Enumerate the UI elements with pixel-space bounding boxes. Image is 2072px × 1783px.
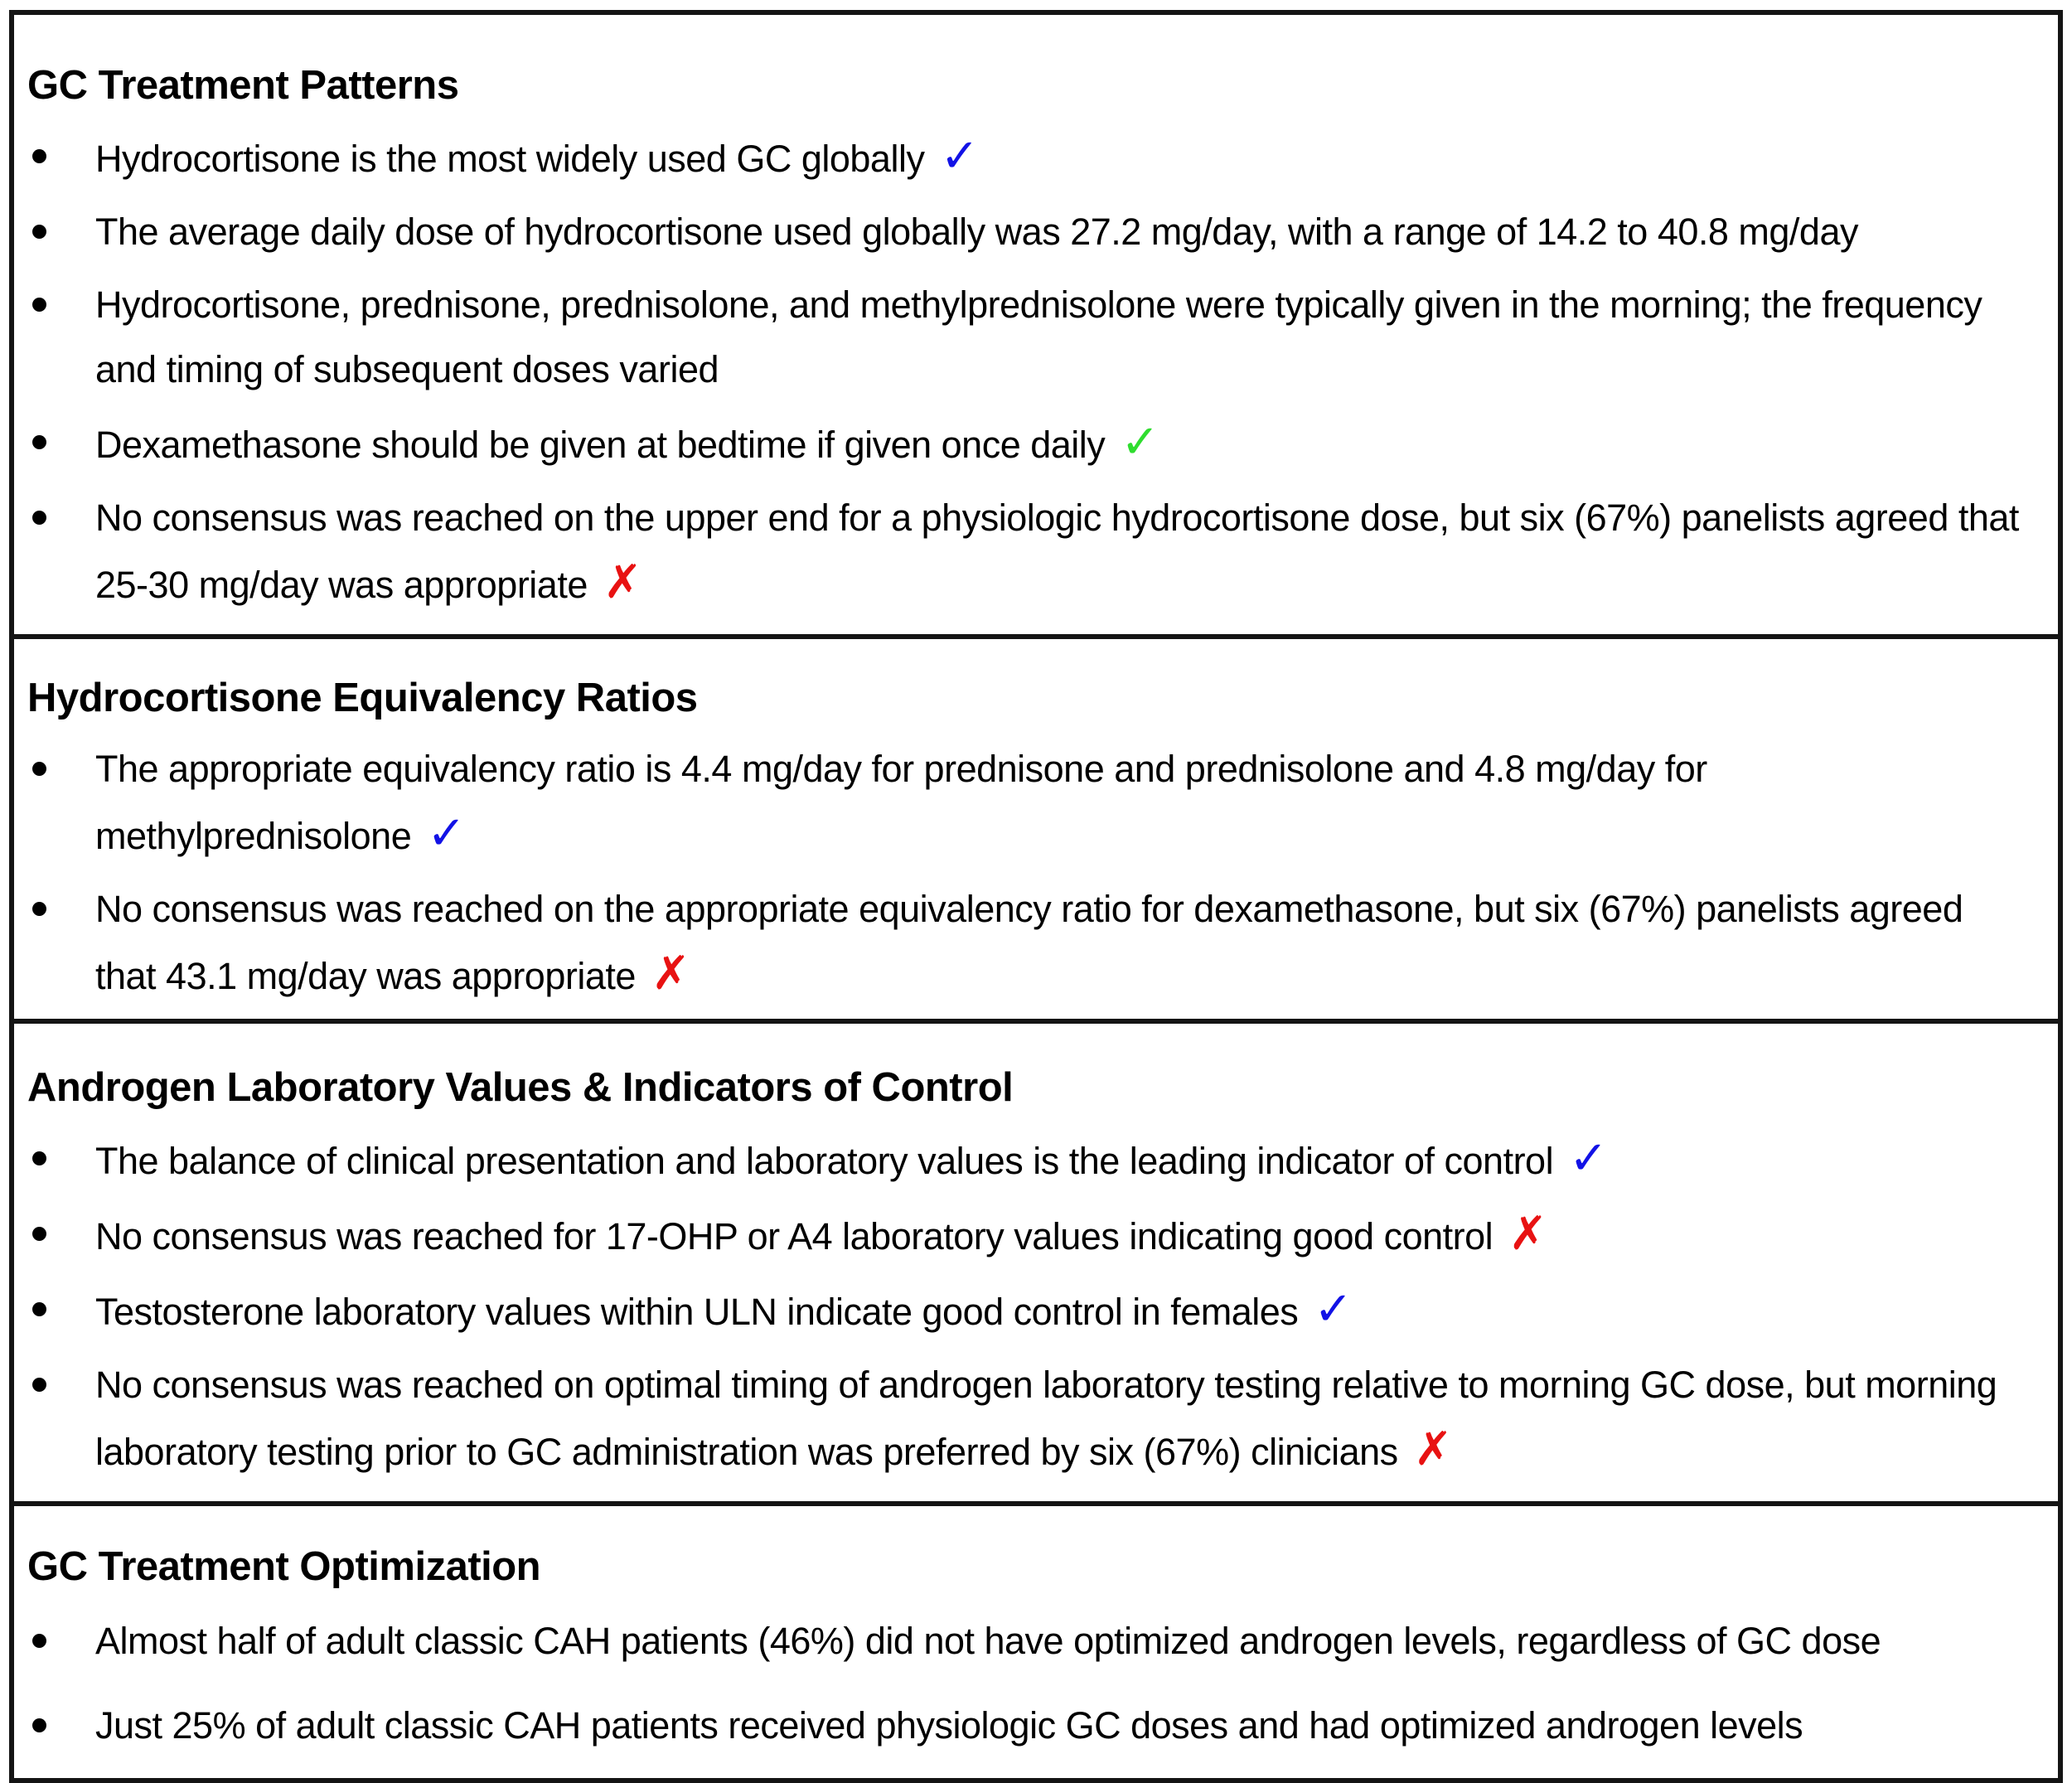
section-title: GC Treatment Optimization bbox=[27, 1544, 541, 1589]
blue-check-icon: ✓ bbox=[924, 129, 979, 183]
bullet-list bbox=[27, 1609, 2033, 1758]
section-title: Androgen Laboratory Values & Indicators of Control bbox=[27, 1065, 1014, 1110]
bullet-dot-icon bbox=[32, 1378, 46, 1392]
bullet-dot-icon bbox=[32, 225, 46, 239]
green-check-icon: ✓ bbox=[1105, 415, 1159, 469]
bullet-text: Dexamethasone should be given at bedtime if given once daily ✓ bbox=[95, 415, 1159, 469]
bullet-dot-icon bbox=[32, 511, 46, 525]
bullet-item bbox=[27, 273, 2033, 402]
bullet-text: Just 25% of adult classic CAH patients received physiologic GC doses and had optimized androgen levels bbox=[95, 1704, 1803, 1747]
consensus-summary-figure bbox=[9, 10, 2063, 1783]
bullet-text: The balance of clinical presentation and laboratory values is the leading indicator of control ✓ bbox=[95, 1131, 1608, 1185]
red-cross-icon: ✗ bbox=[635, 947, 690, 1001]
bullet-item bbox=[27, 1609, 2033, 1674]
bullet-dot-icon bbox=[32, 1302, 46, 1316]
bullet-dot-icon bbox=[32, 298, 46, 312]
bullet-dot-icon bbox=[32, 1227, 46, 1241]
bullet-dot-icon bbox=[32, 1718, 46, 1732]
blue-check-icon: ✓ bbox=[1553, 1131, 1608, 1185]
bullet-item bbox=[27, 200, 2033, 264]
bullet-item bbox=[27, 1202, 2033, 1269]
bullet-text: The average daily dose of hydrocortisone used globally was 27.2 mg/day, with a range of 14.2 to 40.8 mg/day bbox=[95, 211, 1858, 253]
bullet-text: Testosterone laboratory values within ULN indicate good control in females ✓ bbox=[95, 1282, 1353, 1336]
bullet-item bbox=[27, 737, 2033, 869]
bullet-item bbox=[27, 410, 2033, 477]
section-androgen-laboratory-values bbox=[9, 1019, 2063, 1506]
bullet-item bbox=[27, 1693, 2033, 1758]
red-cross-icon: ✗ bbox=[587, 555, 642, 609]
section-gc-treatment-optimization bbox=[9, 1501, 2063, 1783]
bullet-text: No consensus was reached for 17-OHP or A4 laboratory values indicating good control ✗ bbox=[95, 1207, 1547, 1261]
bullet-text: No consensus was reached on the upper end for a physiologic hydrocortisone dose, but six (67%) panelists agreed that 25-30 mg/day was appropriate ✗ bbox=[95, 497, 2019, 609]
section-title: Hydrocortisone Equivalency Ratios bbox=[27, 676, 698, 720]
bullet-text: No consensus was reached on the appropriate equivalency ratio for dexamethasone, but six (67%) panelists agreed that 43.1 mg/day was appropriate ✗ bbox=[95, 888, 1963, 1001]
bullet-list bbox=[27, 737, 2033, 1009]
bullet-text: No consensus was reached on optimal timing of androgen laboratory testing relative to morning GC dose, but morning laboratory testing prior to GC administration was preferred by six (67%) clinicians ✗ bbox=[95, 1364, 1997, 1476]
bullet-list bbox=[27, 124, 2033, 618]
bullet-dot-icon bbox=[32, 1151, 46, 1165]
bullet-item bbox=[27, 486, 2033, 618]
bullet-item bbox=[27, 877, 2033, 1009]
section-hydrocortisone-equivalency-ratios bbox=[9, 634, 2063, 1024]
red-cross-icon: ✗ bbox=[1397, 1422, 1453, 1476]
bullet-text: Almost half of adult classic CAH patients (46%) did not have optimized androgen levels, regardless of GC dose bbox=[95, 1620, 1881, 1662]
section-title: GC Treatment Patterns bbox=[27, 63, 459, 108]
bullet-text: The appropriate equivalency ratio is 4.4 mg/day for prednisone and prednisolone and 4.8 mg/day for methylprednisolone ✓ bbox=[95, 748, 1707, 860]
blue-check-icon: ✓ bbox=[411, 807, 466, 860]
bullet-dot-icon bbox=[32, 1634, 46, 1648]
bullet-item bbox=[27, 1277, 2033, 1345]
bullet-dot-icon bbox=[32, 149, 46, 163]
bullet-text: Hydrocortisone, prednisone, prednisolone, and methylprednisolone were typically given in the morning; the frequency and timing of subsequent doses varied bbox=[95, 283, 1982, 390]
bullet-list bbox=[27, 1126, 2033, 1485]
blue-check-icon: ✓ bbox=[1298, 1282, 1353, 1336]
red-cross-icon: ✗ bbox=[1493, 1207, 1547, 1261]
bullet-item bbox=[27, 124, 2033, 191]
bullet-dot-icon bbox=[32, 902, 46, 916]
section-gc-treatment-patterns bbox=[9, 10, 2063, 639]
bullet-dot-icon bbox=[32, 435, 46, 449]
bullet-item bbox=[27, 1126, 2033, 1194]
bullet-text: Hydrocortisone is the most widely used GC globally ✓ bbox=[95, 129, 979, 183]
bullet-dot-icon bbox=[32, 762, 46, 776]
bullet-item bbox=[27, 1353, 2033, 1485]
